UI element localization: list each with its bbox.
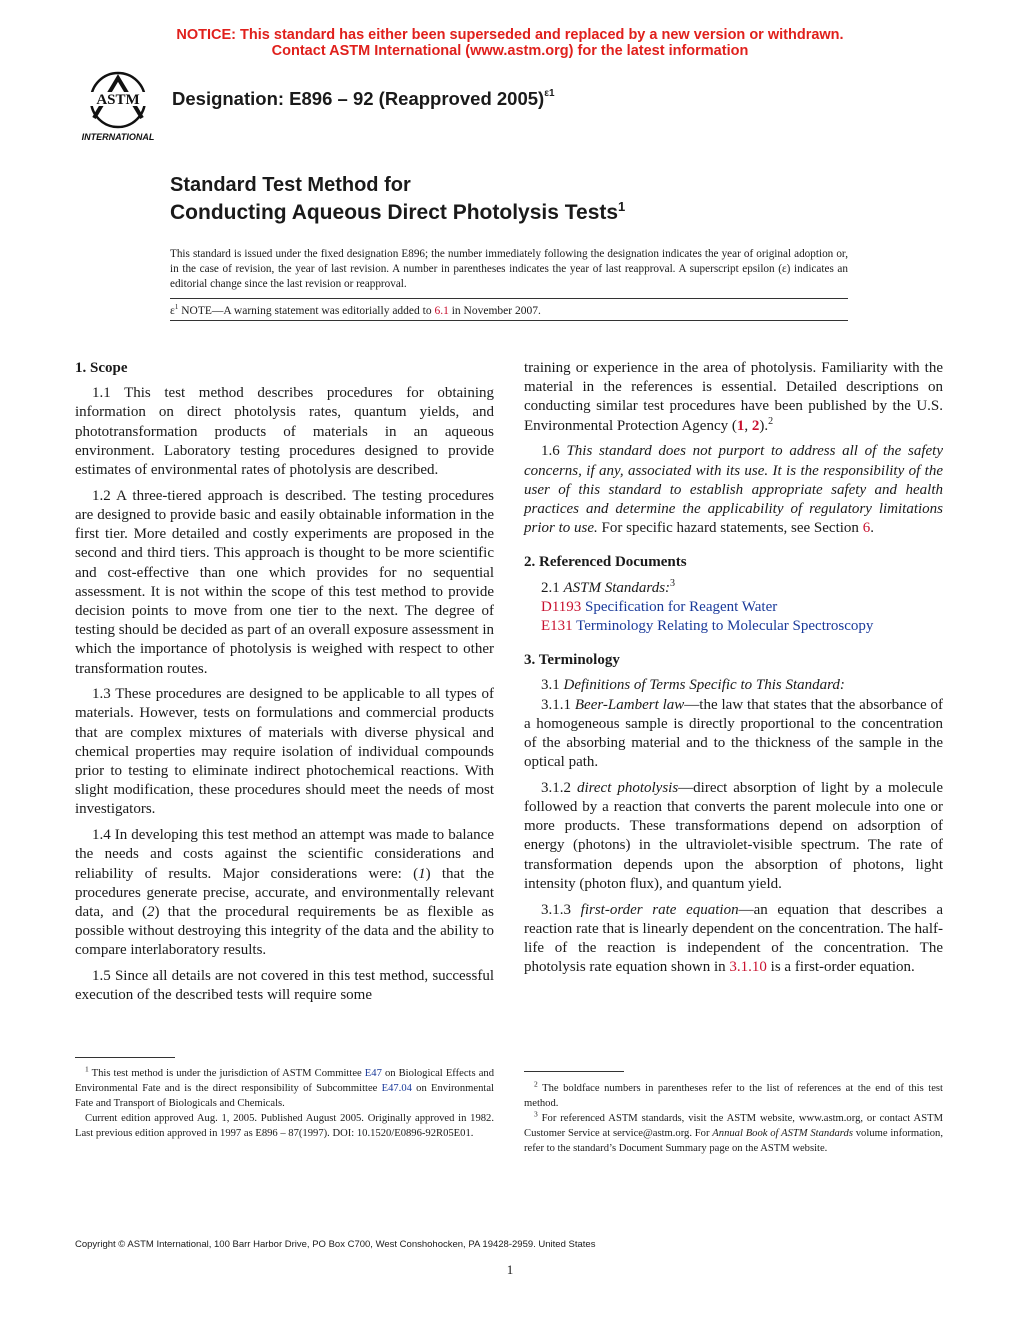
ref-doc-d1193[interactable]: D1193 Specification for Reagent Water — [541, 598, 778, 615]
section-3-heading: 3. Terminology — [524, 652, 620, 669]
para-1-3: 1.3 These procedures are designed to be applicable to all types of materials. However, tests on formulations and commercial products that are complex mixtures of materials with diverse physical and chemical properties may require isolation of individual compounds prior to testing to eliminate indirect photochemical reactions. With slight modification, these procedures should meet the needs of most investigators. — [75, 686, 494, 818]
astm-logo — [74, 70, 162, 146]
para-3-1-1: 3.1.1 Beer-Lambert law—the law that states that the absorbance of a homogeneous sample is directly proportional to the concentration of the absorbing material and to the thickness of the sample in the optical path. — [524, 696, 944, 771]
para-1-1: 1.1 This test method describes procedures for obtaining information on direct photolysis rates, quantum yields, and phototransformation products of materials in an aqueous environment. Laboratory testing procedures designed to provide estimates of environmental rates of photolysis are described. — [75, 385, 494, 479]
logo-mark-text: ASTM — [96, 92, 140, 108]
section-2-heading: 2. Referenced Documents — [524, 554, 687, 571]
footnote-2: $^2$ The boldface numbers in parentheses refer to the list of references at the end of this test method. — [524, 1079, 943, 1109]
footnotes-right — [524, 1081, 943, 1156]
page-number: 1 — [506, 1262, 514, 1277]
issuance-statement: This standard is issued under the fixed designation E896; the number immediately following the designation indicates the year of original adoption or, in the case of revision, the year of last revision. A number in parentheses indicates the year of last reapproval. A superscript epsilon (ε) indicates an editorial change since the last revision or reapproval. — [170, 248, 848, 290]
subcommittee-e47-04-link[interactable]: E47.04 — [381, 1083, 412, 1094]
footnote-rule-left — [75, 1057, 175, 1058]
divider-top — [170, 298, 848, 299]
para-1-5: 1.5 Since all details are not covered in this test method, successful execution of the described tests will require some — [75, 968, 494, 1004]
left-column — [75, 359, 494, 1012]
footnotes-left — [75, 1066, 494, 1141]
section-1-heading: 1. Scope — [75, 360, 128, 376]
para-3-1-2: 3.1.2 direct photolysis—direct absorption of light by a molecule followed by a reaction that converts the parent molecule into one or more products. These transformations depend on adsorption of energy (photons) in the ultraviolet-visible spectrum. The rate of transformation depends upon the absorption of photons, light intensity (photon flux), and quantum yield. — [524, 779, 943, 892]
designation: Designation: E896 – 92 (Reapproved 2005)$^{\varepsilon 1}$ — [172, 87, 555, 109]
footnote-rule-right — [524, 1071, 624, 1072]
para-1-2: 1.2 A three-tiered approach is described. The testing procedures are designed to provide basic and easily obtainable information in the first tier. More detailed and costly experiments are proposed in the second and third tiers. This approach is thought to be more scientific and cost-effective than one which provides for no sequential assessment. It is not within the scope of this test method to provide decision points to move from one tier to the next. The degree of testing should be decided as part of an overall exposure assessment in which the importance of photolysis is weighed with respect to other transformation routes. — [75, 487, 494, 677]
ref-1-link[interactable]: 1 — [736, 417, 745, 434]
supersede-notice — [0, 27, 1020, 59]
title-footnote-marker: 1 — [618, 199, 626, 214]
para-1-4: 1.4 In developing this test method an attempt was made to balance the needs and costs against the scientific considerations and reliability of results. Major considerations were: (1) that the procedures generate precise, accurate, and environmentally relevant data, and (2) that the procedural requirements be as flexible as possible without destroying this integrity of the data and the ability to compare interlaboratory results. — [75, 827, 494, 959]
para-3-1-3: 3.1.3 first-order rate equation—an equation that describes a reaction rate that is linearly dependent on the concentration. The half-life of the reaction is independent of the concentration. The photolysis rate equation shown in 3.1.10 is a first-order equation. — [524, 901, 943, 976]
footnote-1-edition: Current edition approved Aug. 1, 2005. Published August 2005. Originally approved in 1982. Last previous edition approved in 1997 as E896 – 87(1997). DOI: 10.1520/E0896-92R05E01. — [75, 1113, 494, 1139]
notice-line-2: Contact ASTM International (www.astm.org) for the latest information — [271, 43, 749, 59]
copyright-line: Copyright © ASTM International, 100 Barr Harbor Drive, PO Box C700, West Conshohocken, PA 19428-2959. United States — [75, 1239, 596, 1250]
para-3-1: 3.1 Definitions of Terms Specific to This Standard: — [541, 677, 845, 694]
designation-epsilon: ε1 — [544, 87, 555, 99]
para-1-6: 1.6 This standard does not purport to address all of the safety concerns, if any, associated with its use. It is the responsibility of the user of this standard to establish appropriate safety and health practices and determine the applicability of regulatory limitations prior to use. For specific hazard statements, see Section 6. — [524, 443, 944, 537]
ref-2-link[interactable]: 2 — [751, 417, 760, 434]
committee-e47-link[interactable]: E47 — [364, 1068, 382, 1079]
title-line-2: Conducting Aqueous Direct Photolysis Tests$^1$ — [170, 199, 626, 224]
para-2-1: 2.1 ASTM Standards:$^3$ — [541, 577, 676, 596]
astm-logo-mark-icon — [74, 70, 162, 146]
footnote-1: $^1$ This test method is under the jurisdiction of ASTM Committee E47 on Biological Effects and Environmental Fate and is the direct responsibility of Subcommittee E47.04 on Environmental Fate and Transport of Biologicals and Chemicals. — [75, 1064, 494, 1109]
logo-international-text: INTERNATIONAL — [81, 132, 155, 142]
ref-6-1-link[interactable]: 6.1 — [434, 304, 449, 317]
right-column — [524, 359, 943, 984]
ref-section-6-link[interactable]: 6 — [862, 520, 871, 537]
divider-bottom — [170, 320, 848, 321]
notice-line-1: NOTICE: This standard has either been superseded and replaced by a new version or withdrawn. — [176, 27, 844, 43]
epsilon-note: $\varepsilon^1$ NOTE—A warning statement was editorially added to 6.1 in November 2007. — [170, 303, 541, 317]
title-line-1: Standard Test Method for — [170, 174, 411, 196]
ref-3-1-10-link[interactable]: 3.1.10 — [729, 959, 767, 976]
footnote-3: $^3$ For referenced ASTM standards, visit the ASTM website, www.astm.org, or contact ASTM Customer Service at service@astm.org. For Annual Book of ASTM Standards volume information, refer to the standard’s Document Summary page on the ASTM website. — [524, 1109, 943, 1154]
ref-doc-e131[interactable]: E131 Terminology Relating to Molecular Spectroscopy — [541, 617, 874, 634]
para-1-5-continued: training or experience in the area of photolysis. Familiarity with the material in the references is essential. Detailed descriptions on conducting similar test procedures have been published by the U.S. Environmental Protection Agency (1, 2).$^2$ — [524, 360, 943, 434]
